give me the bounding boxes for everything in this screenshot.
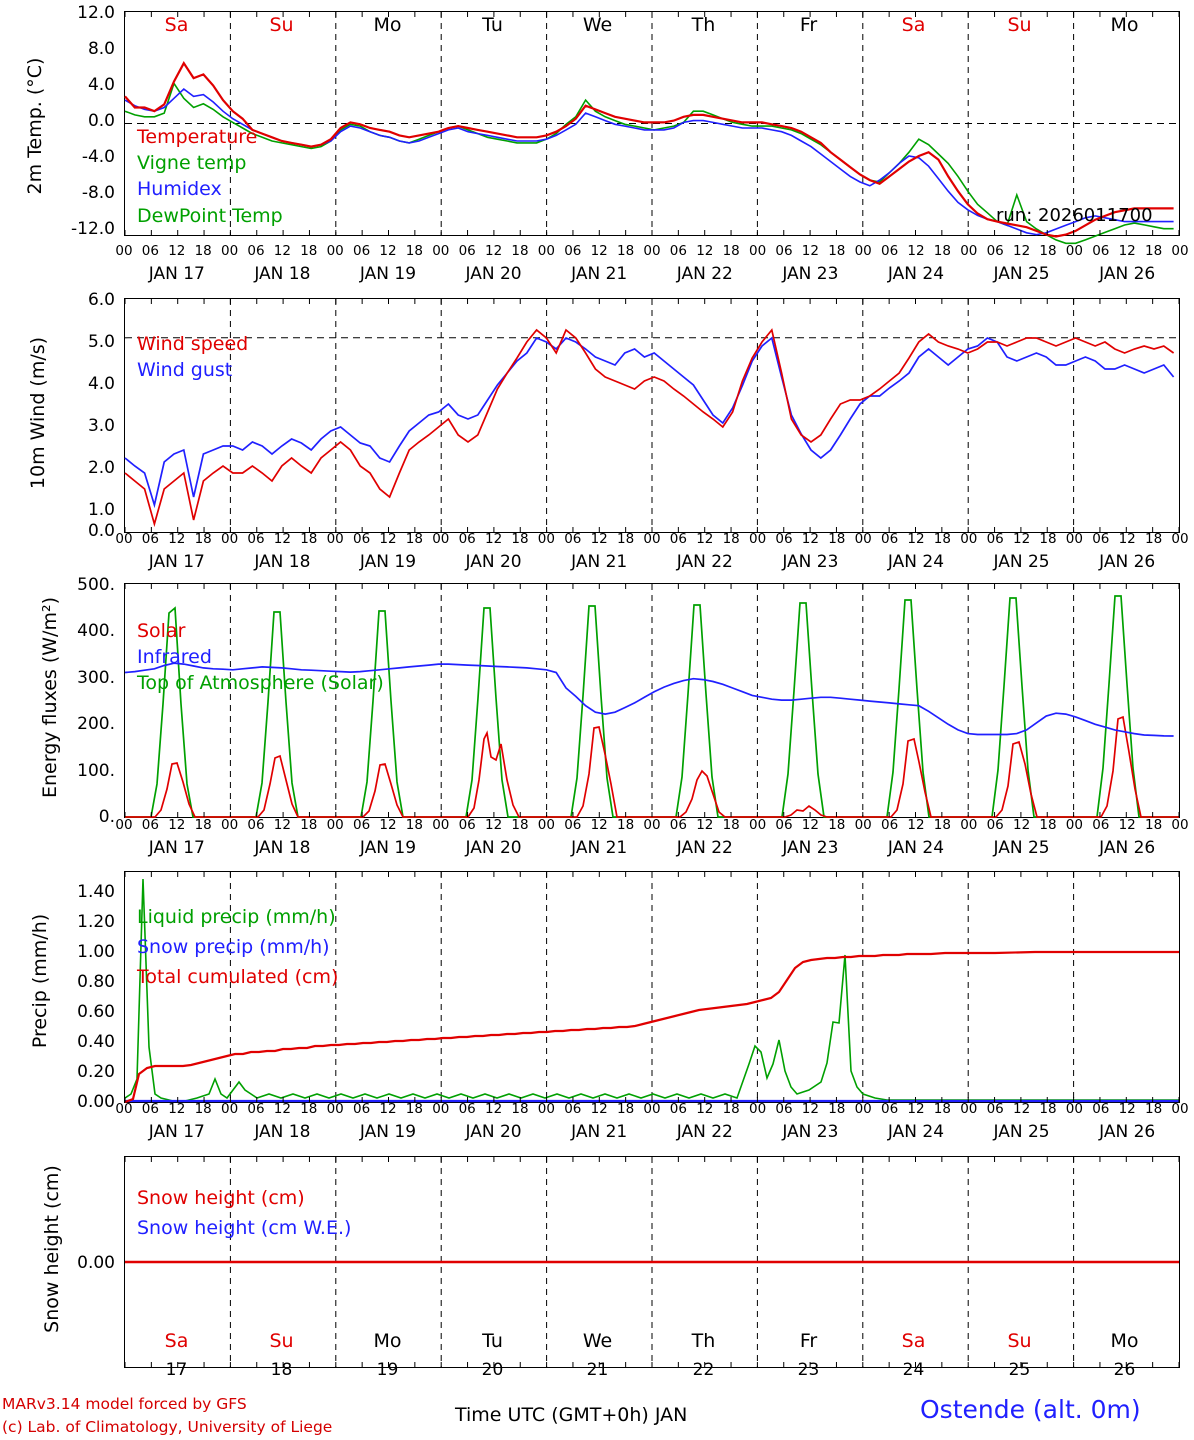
hour-tick-precip-26: 12	[801, 1101, 819, 1117]
hour-tick-wind-28: 00	[854, 531, 872, 547]
ytick-temperature-6: -12.0	[71, 219, 115, 239]
run-label: run: 2026011700	[996, 205, 1153, 226]
hour-tick-wind-18: 12	[590, 531, 608, 547]
day-label-energy-7: JAN 24	[887, 838, 945, 858]
hour-tick-energy-34: 12	[1013, 817, 1031, 833]
hour-tick-precip-0: 00	[115, 1101, 133, 1117]
hour-tick-temperature-1: 06	[141, 243, 159, 259]
hour-tick-temperature-26: 12	[801, 243, 819, 259]
hour-tick-wind-0: 00	[115, 531, 133, 547]
hour-tick-precip-10: 12	[379, 1101, 397, 1117]
hour-tick-wind-17: 06	[564, 531, 582, 547]
hour-tick-energy-11: 18	[405, 817, 423, 833]
ytick-temperature-5: -8.0	[81, 183, 115, 203]
dow-label-8: Su	[1007, 14, 1032, 36]
day-label-temperature-2: JAN 19	[359, 264, 417, 284]
hour-tick-temperature-12: 00	[432, 243, 450, 259]
hour-tick-temperature-21: 06	[669, 243, 687, 259]
hour-tick-energy-22: 12	[696, 817, 714, 833]
day-label-precip-7: JAN 24	[887, 1122, 945, 1142]
hour-tick-energy-2: 12	[168, 817, 186, 833]
hour-tick-temperature-11: 18	[405, 243, 423, 259]
hour-tick-energy-25: 06	[775, 817, 793, 833]
hour-tick-wind-36: 00	[1065, 531, 1083, 547]
hour-tick-precip-40: 00	[1171, 1101, 1189, 1117]
ytick-temperature-0: 12.0	[77, 3, 115, 23]
day-label-wind-7: JAN 24	[887, 552, 945, 572]
hour-tick-energy-6: 12	[273, 817, 291, 833]
hour-tick-wind-24: 00	[749, 531, 767, 547]
hour-tick-precip-12: 00	[432, 1101, 450, 1117]
dow-label-4: We	[582, 14, 613, 36]
hour-tick-wind-12: 00	[432, 531, 450, 547]
day-number-2: 19	[376, 1360, 399, 1380]
day-label-energy-0: JAN 17	[148, 838, 205, 858]
hour-tick-temperature-40: 00	[1171, 243, 1189, 259]
plot-frame-wind	[124, 298, 1180, 533]
series-wind-gust	[125, 338, 1174, 505]
legend-snow-height-1: Snow height (cm W.E.)	[137, 1217, 352, 1239]
hour-tick-precip-21: 06	[669, 1101, 687, 1117]
ytick-energy-5: 0.	[98, 807, 115, 827]
hour-tick-precip-22: 12	[696, 1101, 714, 1117]
hour-tick-energy-14: 12	[485, 817, 503, 833]
hour-tick-temperature-24: 00	[749, 243, 767, 259]
hour-tick-temperature-38: 12	[1118, 243, 1136, 259]
hour-tick-precip-5: 06	[247, 1101, 265, 1117]
axis-label-snow-height: Snow height (cm)	[41, 1165, 63, 1333]
day-label-precip-8: JAN 25	[993, 1122, 1050, 1142]
hour-tick-energy-17: 06	[564, 817, 582, 833]
day-label-precip-3: JAN 20	[465, 1122, 522, 1142]
ytick-energy-0: 500.	[77, 575, 115, 595]
hour-tick-wind-21: 06	[669, 531, 687, 547]
ytick-energy-4: 100.	[77, 761, 115, 781]
hour-tick-energy-5: 06	[247, 817, 265, 833]
hour-tick-wind-32: 00	[960, 531, 978, 547]
day-number-7: 24	[902, 1360, 925, 1380]
day-label-wind-3: JAN 20	[465, 552, 522, 572]
hour-tick-energy-28: 00	[854, 817, 872, 833]
hour-tick-precip-29: 06	[881, 1101, 899, 1117]
hour-tick-precip-38: 12	[1118, 1101, 1136, 1117]
hour-tick-precip-25: 06	[775, 1101, 793, 1117]
hour-tick-temperature-37: 06	[1092, 243, 1110, 259]
ytick-precip-2: 1.00	[77, 942, 115, 962]
hour-tick-temperature-18: 12	[590, 243, 608, 259]
hour-tick-precip-39: 18	[1145, 1101, 1163, 1117]
hour-tick-energy-30: 12	[907, 817, 925, 833]
ytick-wind-3: 3.0	[87, 416, 115, 436]
hour-tick-wind-34: 12	[1013, 531, 1031, 547]
legend-wind-0: Wind speed	[137, 333, 249, 355]
hour-tick-wind-6: 12	[273, 531, 291, 547]
day-label-precip-4: JAN 21	[571, 1122, 628, 1142]
ytick-wind-1: 5.0	[87, 332, 115, 352]
ytick-precip-7: 0.00	[77, 1092, 115, 1112]
hour-tick-temperature-23: 18	[722, 243, 740, 259]
hour-tick-precip-3: 18	[194, 1101, 212, 1117]
hour-tick-temperature-4: 00	[221, 243, 239, 259]
axis-label-temperature: 2m Temp. (°C)	[24, 57, 46, 195]
day-label-energy-4: JAN 21	[571, 838, 628, 858]
plot-wind	[125, 299, 1179, 532]
day-label-wind-9: JAN 26	[1099, 552, 1156, 572]
hour-tick-wind-39: 18	[1145, 531, 1163, 547]
hour-tick-energy-9: 06	[353, 817, 371, 833]
hour-tick-energy-21: 06	[669, 817, 687, 833]
hour-tick-energy-31: 18	[933, 817, 951, 833]
day-label-wind-2: JAN 19	[359, 552, 417, 572]
hour-tick-precip-13: 06	[458, 1101, 476, 1117]
hour-tick-precip-32: 00	[960, 1101, 978, 1117]
day-label-precip-6: JAN 23	[782, 1122, 839, 1142]
hour-tick-temperature-14: 12	[485, 243, 503, 259]
dow-label-bottom-6: Fr	[799, 1330, 818, 1352]
hour-tick-precip-4: 00	[221, 1101, 239, 1117]
hour-tick-temperature-15: 18	[511, 243, 529, 259]
hour-tick-energy-13: 06	[458, 817, 476, 833]
hour-tick-precip-28: 00	[854, 1101, 872, 1117]
hour-tick-wind-29: 06	[881, 531, 899, 547]
day-label-energy-9: JAN 26	[1099, 838, 1156, 858]
day-label-wind-0: JAN 17	[148, 552, 205, 572]
day-number-5: 22	[692, 1360, 715, 1380]
hour-tick-temperature-9: 06	[353, 243, 371, 259]
hour-tick-wind-11: 18	[405, 531, 423, 547]
hour-tick-wind-3: 18	[194, 531, 212, 547]
hour-tick-temperature-3: 18	[194, 243, 212, 259]
plot-temperature	[125, 12, 1179, 235]
ytick-precip-3: 0.80	[77, 972, 115, 992]
day-label-wind-1: JAN 18	[254, 552, 311, 572]
hour-tick-wind-37: 06	[1092, 531, 1110, 547]
panel-energy	[0, 572, 1194, 855]
hour-tick-wind-38: 12	[1118, 531, 1136, 547]
legend-energy-0: Solar	[137, 620, 186, 642]
day-label-temperature-5: JAN 22	[676, 264, 733, 284]
hour-tick-temperature-28: 00	[854, 243, 872, 259]
hour-tick-temperature-39: 18	[1145, 243, 1163, 259]
hour-tick-energy-33: 06	[986, 817, 1004, 833]
day-label-precip-5: JAN 22	[676, 1122, 733, 1142]
dow-label-bottom-3: Tu	[482, 1330, 503, 1352]
hour-tick-energy-15: 18	[511, 817, 529, 833]
ytick-precip-0: 1.40	[77, 882, 115, 902]
hour-tick-energy-4: 00	[221, 817, 239, 833]
legend-temperature-2: Humidex	[137, 178, 222, 200]
ytick-wind-5: 1.0	[87, 500, 115, 520]
day-label-energy-1: JAN 18	[254, 838, 311, 858]
hour-tick-wind-40: 00	[1171, 531, 1189, 547]
hour-tick-wind-33: 06	[986, 531, 1004, 547]
series-wind-speed	[125, 330, 1174, 524]
day-label-energy-5: JAN 22	[676, 838, 733, 858]
day-label-temperature-8: JAN 25	[993, 264, 1050, 284]
footer-credit-line2: (c) Lab. of Climatology, University of Liege	[2, 1418, 333, 1436]
day-number-9: 26	[1113, 1360, 1136, 1380]
hour-tick-precip-34: 12	[1013, 1101, 1031, 1117]
legend-precip-0: Liquid precip (mm/h)	[137, 906, 336, 928]
hour-tick-wind-19: 18	[617, 531, 635, 547]
day-label-energy-6: JAN 23	[782, 838, 839, 858]
dow-label-bottom-8: Su	[1007, 1330, 1032, 1352]
hour-tick-precip-33: 06	[986, 1101, 1004, 1117]
hour-tick-energy-0: 00	[115, 817, 133, 833]
hour-tick-energy-36: 00	[1065, 817, 1083, 833]
ytick-energy-3: 200.	[77, 714, 115, 734]
day-label-wind-4: JAN 21	[571, 552, 628, 572]
hour-tick-precip-14: 12	[485, 1101, 503, 1117]
hour-tick-energy-32: 00	[960, 817, 978, 833]
hour-tick-precip-31: 18	[933, 1101, 951, 1117]
panel-wind	[0, 287, 1194, 570]
hour-tick-temperature-17: 06	[564, 243, 582, 259]
ytick-energy-2: 300.	[77, 668, 115, 688]
day-label-energy-3: JAN 20	[465, 838, 522, 858]
dow-label-1: Su	[269, 14, 294, 36]
hour-tick-energy-8: 00	[326, 817, 344, 833]
dow-label-9: Mo	[1110, 14, 1139, 36]
hour-tick-precip-7: 18	[300, 1101, 318, 1117]
plot-frame-energy	[124, 583, 1180, 818]
hour-tick-precip-2: 12	[168, 1101, 186, 1117]
hour-tick-wind-9: 06	[353, 531, 371, 547]
hour-tick-energy-23: 18	[722, 817, 740, 833]
day-label-temperature-4: JAN 21	[571, 264, 628, 284]
plot-frame-temperature	[124, 11, 1180, 236]
hour-tick-wind-22: 12	[696, 531, 714, 547]
hour-tick-temperature-27: 18	[828, 243, 846, 259]
hour-tick-temperature-13: 06	[458, 243, 476, 259]
legend-temperature-0: Temperature	[137, 126, 258, 148]
dow-label-3: Tu	[482, 14, 503, 36]
day-label-wind-8: JAN 25	[993, 552, 1050, 572]
hour-tick-temperature-8: 00	[326, 243, 344, 259]
hour-tick-wind-23: 18	[722, 531, 740, 547]
hour-tick-wind-2: 12	[168, 531, 186, 547]
hour-tick-energy-1: 06	[141, 817, 159, 833]
hour-tick-wind-27: 18	[828, 531, 846, 547]
hour-tick-temperature-31: 18	[933, 243, 951, 259]
plot-energy	[125, 584, 1179, 817]
hour-tick-wind-26: 12	[801, 531, 819, 547]
hour-tick-temperature-29: 06	[881, 243, 899, 259]
hour-tick-energy-16: 00	[537, 817, 555, 833]
day-label-temperature-0: JAN 17	[148, 264, 205, 284]
day-number-0: 17	[165, 1360, 188, 1380]
hour-tick-temperature-2: 12	[168, 243, 186, 259]
legend-snow-height-0: Snow height (cm)	[137, 1187, 305, 1209]
hour-tick-temperature-33: 06	[986, 243, 1004, 259]
legend-precip-2: Total cumulated (cm)	[137, 966, 339, 988]
ytick-precip-6: 0.20	[77, 1062, 115, 1082]
legend-temperature-1: Vigne temp	[137, 152, 247, 174]
day-label-precip-2: JAN 19	[359, 1122, 417, 1142]
hour-tick-energy-39: 18	[1145, 817, 1163, 833]
hour-tick-temperature-32: 00	[960, 243, 978, 259]
hour-tick-temperature-0: 00	[115, 243, 133, 259]
ytick-wind-2: 4.0	[87, 374, 115, 394]
dow-label-bottom-2: Mo	[373, 1330, 402, 1352]
dow-label-bottom-1: Su	[269, 1330, 294, 1352]
panel-precip	[0, 862, 1194, 1142]
hour-tick-temperature-35: 18	[1039, 243, 1057, 259]
hour-tick-precip-16: 00	[537, 1101, 555, 1117]
hour-tick-wind-13: 06	[458, 531, 476, 547]
hour-tick-temperature-10: 12	[379, 243, 397, 259]
hour-tick-wind-7: 18	[300, 531, 318, 547]
ytick-energy-1: 400.	[77, 621, 115, 641]
ytick-precip-1: 1.20	[77, 912, 115, 932]
hour-tick-energy-10: 12	[379, 817, 397, 833]
ytick-temperature-3: 0.0	[87, 111, 115, 131]
day-label-temperature-7: JAN 24	[887, 264, 945, 284]
dow-label-5: Th	[691, 14, 716, 36]
day-label-temperature-1: JAN 18	[254, 264, 311, 284]
dow-label-2: Mo	[373, 14, 402, 36]
hour-tick-wind-20: 00	[643, 531, 661, 547]
hour-tick-wind-5: 06	[247, 531, 265, 547]
day-number-8: 25	[1008, 1360, 1031, 1380]
hour-tick-precip-30: 12	[907, 1101, 925, 1117]
day-label-wind-5: JAN 22	[676, 552, 733, 572]
hour-tick-precip-6: 12	[273, 1101, 291, 1117]
panel-snow-height	[0, 1148, 1194, 1378]
ytick-wind-4: 2.0	[87, 458, 115, 478]
hour-tick-wind-35: 18	[1039, 531, 1057, 547]
day-label-precip-1: JAN 18	[254, 1122, 311, 1142]
hour-tick-temperature-30: 12	[907, 243, 925, 259]
footer-xaxis-title: Time UTC (GMT+0h) JAN	[455, 1404, 688, 1426]
hour-tick-energy-27: 18	[828, 817, 846, 833]
hour-tick-energy-7: 18	[300, 817, 318, 833]
hour-tick-energy-24: 00	[749, 817, 767, 833]
day-label-wind-6: JAN 23	[782, 552, 839, 572]
hour-tick-wind-1: 06	[141, 531, 159, 547]
hour-tick-temperature-7: 18	[300, 243, 318, 259]
hour-tick-energy-38: 12	[1118, 817, 1136, 833]
hour-tick-energy-20: 00	[643, 817, 661, 833]
hour-tick-energy-29: 06	[881, 817, 899, 833]
dow-label-6: Fr	[799, 14, 818, 36]
footer-credit-line1: MARv3.14 model forced by GFS	[2, 1395, 247, 1413]
hour-tick-precip-1: 06	[141, 1101, 159, 1117]
ytick-snow-height-0: 0.00	[77, 1253, 115, 1273]
hour-tick-energy-26: 12	[801, 817, 819, 833]
day-number-4: 21	[586, 1360, 609, 1380]
day-label-precip-9: JAN 26	[1099, 1122, 1156, 1142]
hour-tick-temperature-36: 00	[1065, 243, 1083, 259]
hour-tick-temperature-22: 12	[696, 243, 714, 259]
dow-label-bottom-0: Sa	[164, 1330, 189, 1352]
legend-temperature-3: DewPoint Temp	[137, 205, 283, 227]
ytick-temperature-4: -4.0	[81, 147, 115, 167]
hour-tick-wind-10: 12	[379, 531, 397, 547]
hour-tick-temperature-5: 06	[247, 243, 265, 259]
ytick-wind-6: 0.0	[87, 521, 115, 541]
hour-tick-precip-18: 12	[590, 1101, 608, 1117]
axis-label-precip: Precip (mm/h)	[29, 913, 51, 1049]
hour-tick-energy-12: 00	[432, 817, 450, 833]
dow-label-bottom-5: Th	[691, 1330, 716, 1352]
hour-tick-precip-35: 18	[1039, 1101, 1057, 1117]
hour-tick-temperature-16: 00	[537, 243, 555, 259]
hour-tick-wind-16: 00	[537, 531, 555, 547]
legend-wind-1: Wind gust	[137, 359, 233, 381]
hour-tick-wind-4: 00	[221, 531, 239, 547]
legend-precip-1: Snow precip (mm/h)	[137, 936, 330, 958]
day-number-1: 18	[270, 1360, 293, 1380]
day-number-6: 23	[797, 1360, 820, 1380]
ytick-temperature-1: 8.0	[87, 39, 115, 59]
day-label-precip-0: JAN 17	[148, 1122, 205, 1142]
hour-tick-precip-19: 18	[617, 1101, 635, 1117]
ytick-wind-0: 6.0	[87, 290, 115, 310]
hour-tick-precip-20: 00	[643, 1101, 661, 1117]
hour-tick-precip-11: 18	[405, 1101, 423, 1117]
hour-tick-energy-3: 18	[194, 817, 212, 833]
legend-energy-2: Top of Atmosphere (Solar)	[137, 672, 384, 694]
hour-tick-precip-8: 00	[326, 1101, 344, 1117]
hour-tick-temperature-25: 06	[775, 243, 793, 259]
ytick-temperature-2: 4.0	[87, 75, 115, 95]
footer-station-name: Ostende (alt. 0m)	[920, 1395, 1141, 1424]
hour-tick-precip-15: 18	[511, 1101, 529, 1117]
dow-label-bottom-4: We	[582, 1330, 613, 1352]
hour-tick-wind-14: 12	[485, 531, 503, 547]
hour-tick-wind-30: 12	[907, 531, 925, 547]
hour-tick-wind-25: 06	[775, 531, 793, 547]
day-label-temperature-3: JAN 20	[465, 264, 522, 284]
hour-tick-energy-18: 12	[590, 817, 608, 833]
dow-label-bottom-7: Sa	[901, 1330, 926, 1352]
hour-tick-wind-15: 18	[511, 531, 529, 547]
hour-tick-energy-37: 06	[1092, 817, 1110, 833]
dow-label-0: Sa	[164, 14, 189, 36]
ytick-precip-5: 0.40	[77, 1032, 115, 1052]
day-number-3: 20	[481, 1360, 504, 1380]
axis-label-energy: Energy fluxes (W/m²)	[39, 597, 61, 798]
hour-tick-wind-8: 00	[326, 531, 344, 547]
hour-tick-precip-36: 00	[1065, 1101, 1083, 1117]
hour-tick-precip-24: 00	[749, 1101, 767, 1117]
day-label-temperature-9: JAN 26	[1099, 264, 1156, 284]
hour-tick-energy-40: 00	[1171, 817, 1189, 833]
hour-tick-precip-27: 18	[828, 1101, 846, 1117]
day-label-temperature-6: JAN 23	[782, 264, 839, 284]
hour-tick-temperature-20: 00	[643, 243, 661, 259]
hour-tick-wind-31: 18	[933, 531, 951, 547]
ytick-precip-4: 0.60	[77, 1002, 115, 1022]
dow-label-bottom-9: Mo	[1110, 1330, 1139, 1352]
hour-tick-precip-37: 06	[1092, 1101, 1110, 1117]
legend-energy-1: Infrared	[137, 646, 212, 668]
day-label-energy-8: JAN 25	[993, 838, 1050, 858]
hour-tick-energy-19: 18	[617, 817, 635, 833]
axis-label-wind: 10m Wind (m/s)	[27, 336, 49, 490]
hour-tick-energy-35: 18	[1039, 817, 1057, 833]
hour-tick-temperature-6: 12	[273, 243, 291, 259]
day-label-energy-2: JAN 19	[359, 838, 417, 858]
hour-tick-precip-17: 06	[564, 1101, 582, 1117]
hour-tick-temperature-34: 12	[1013, 243, 1031, 259]
hour-tick-precip-9: 06	[353, 1101, 371, 1117]
hour-tick-precip-23: 18	[722, 1101, 740, 1117]
dow-label-7: Sa	[901, 14, 926, 36]
hour-tick-temperature-19: 18	[617, 243, 635, 259]
